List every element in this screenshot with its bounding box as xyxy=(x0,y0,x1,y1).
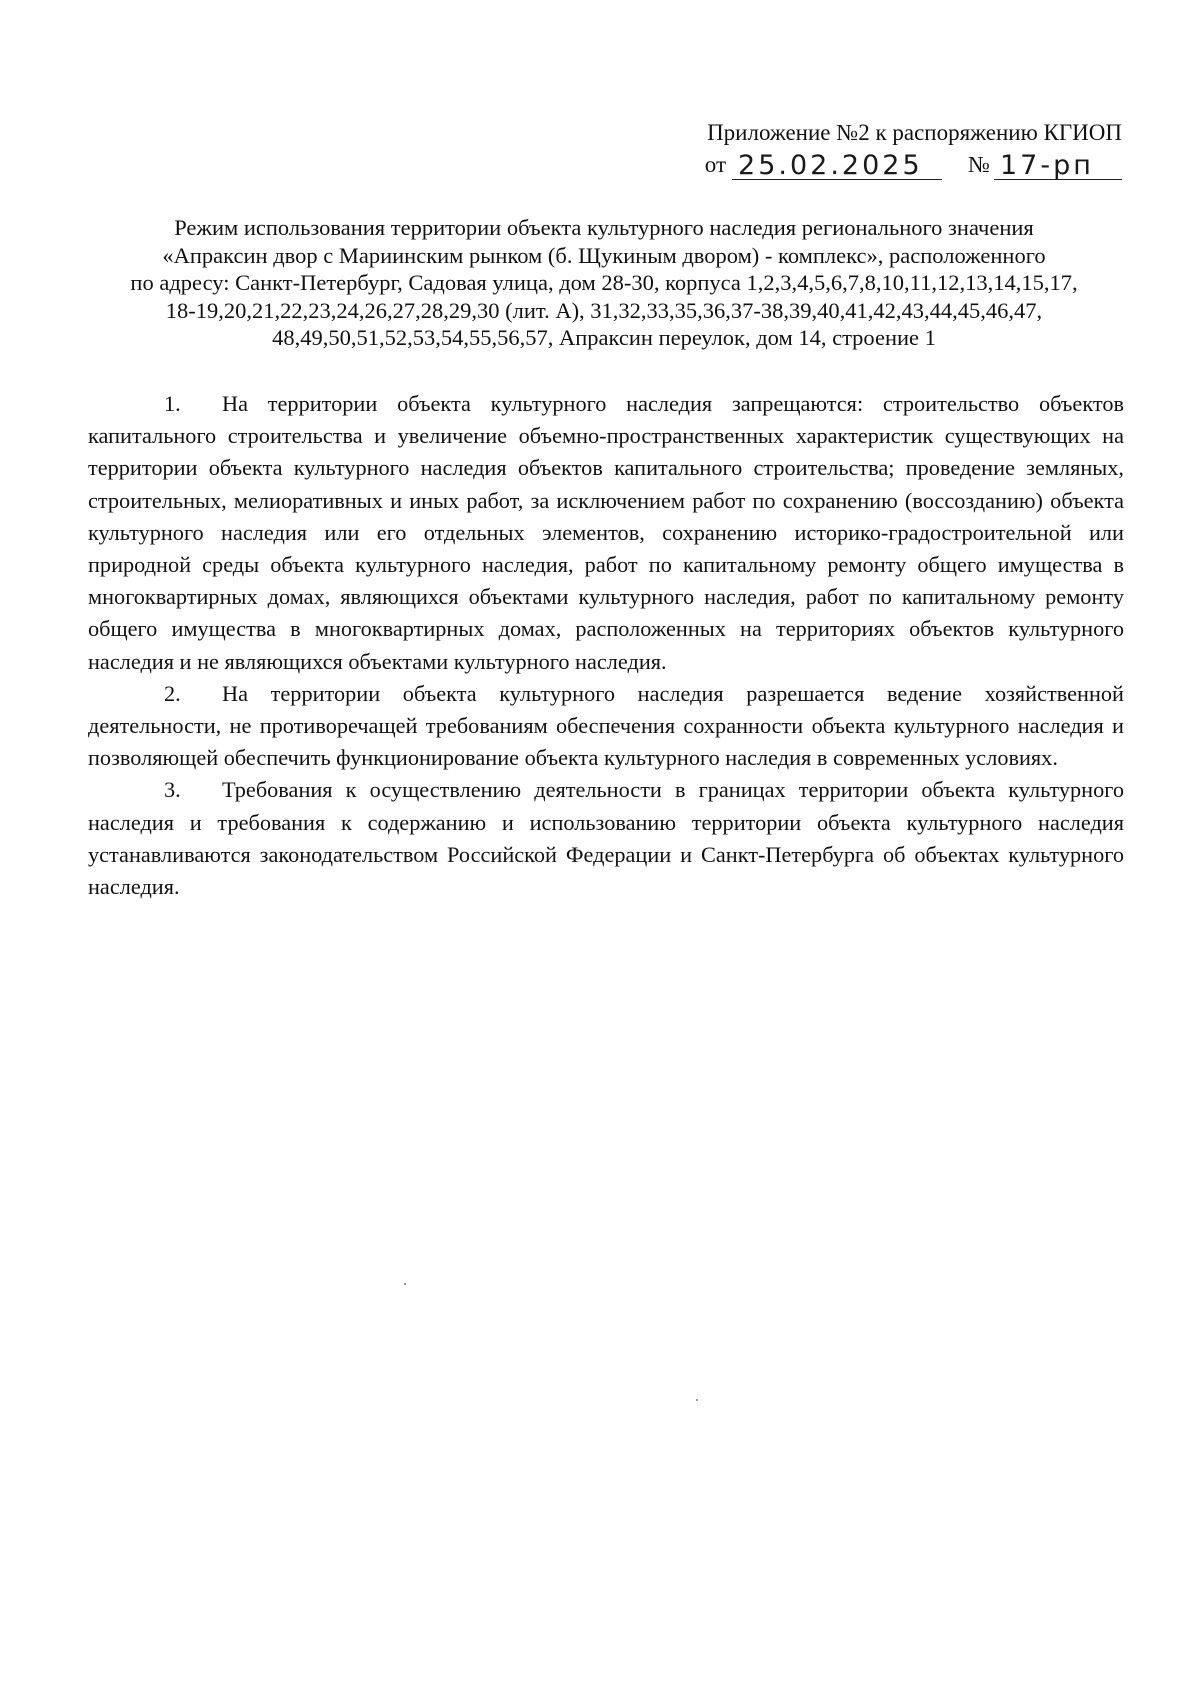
paragraph-3 xyxy=(88,774,1124,903)
document-body xyxy=(88,388,1124,903)
scan-speck xyxy=(696,1399,698,1401)
title-line: 18-19,20,21,22,23,24,26,27,28,29,30 (лит. А), 31,32,33,35,36,37-38,39,40,41,42,43,44,45,46,47, xyxy=(165,297,1043,323)
title-line: 48,49,50,51,52,53,54,55,56,57, Апраксин переулок, дом 14, строение 1 xyxy=(272,325,936,350)
title-line: Режим использования территории объекта культурного наследия регионального значения xyxy=(174,215,1034,240)
handwritten-number: 17-рп xyxy=(994,153,1122,180)
number-label: № xyxy=(968,152,990,177)
scan-speck xyxy=(404,1283,406,1285)
paragraph-number: 1. xyxy=(164,391,181,416)
document-title xyxy=(86,214,1122,352)
appendix-header xyxy=(602,118,1122,180)
appendix-date-number-line xyxy=(602,150,1122,180)
paragraph-text: Требования к осуществлению деятельности в границах территории объекта культурного наследия и требования к содержанию и использованию территории объекта культурного наследия устанавливаются законодательством Российской Федерации и Санкт-Петербурга об объектах культурного наследия. xyxy=(88,777,1124,900)
title-line: по адресу: Санкт-Петербург, Садовая улица, дом 28-30, корпуса 1,2,3,4,5,6,7,8,10,11,12,13,14,15,17, xyxy=(130,270,1078,295)
paragraph-1 xyxy=(88,388,1124,678)
paragraph-2 xyxy=(88,678,1124,775)
appendix-title: Приложение №2 к распоряжению КГИОП xyxy=(707,120,1122,145)
paragraph-text: На территории объекта культурного наследия разрешается ведение хозяйственной деятельности, не противоречащей требованиям обеспечения сохранности объекта культурного наследия и позволяющей обеспечить функционирование объекта культурного наследия в современных условиях. xyxy=(88,680,1124,771)
paragraph-number: 2. xyxy=(164,680,181,706)
handwritten-date: 25.02.2025 xyxy=(732,153,942,180)
paragraph-number: 3. xyxy=(164,777,181,803)
title-line: «Апраксин двор с Мариинским рынком (б. Щукиным двором) - комплекс», расположенного xyxy=(162,242,1046,268)
from-label: от xyxy=(704,152,727,177)
paragraph-text: На территории объекта культурного наследия запрещаются: строительство объектов капитального строительства и увеличение объемно-пространственных характеристик существующих на территории объекта культурного наследия объектов капитального строительства; проведение земляных, строительных, мелиоративных и иных работ, за исключением работ по сохранению (воссозданию) объекта культурного наследия или его отдельных элементов, сохранению историко-градостроительной или природной среды объекта культурного наследия, работ по капитальному ремонту общего имущества в многоквартирных домах, являющихся объектами культурного наследия, работ по капитальному ремонту общего имущества в многоквартирных домах, расположенных на территориях объектов культурного наследия и не являющихся объектами культурного наследия. xyxy=(88,391,1124,674)
